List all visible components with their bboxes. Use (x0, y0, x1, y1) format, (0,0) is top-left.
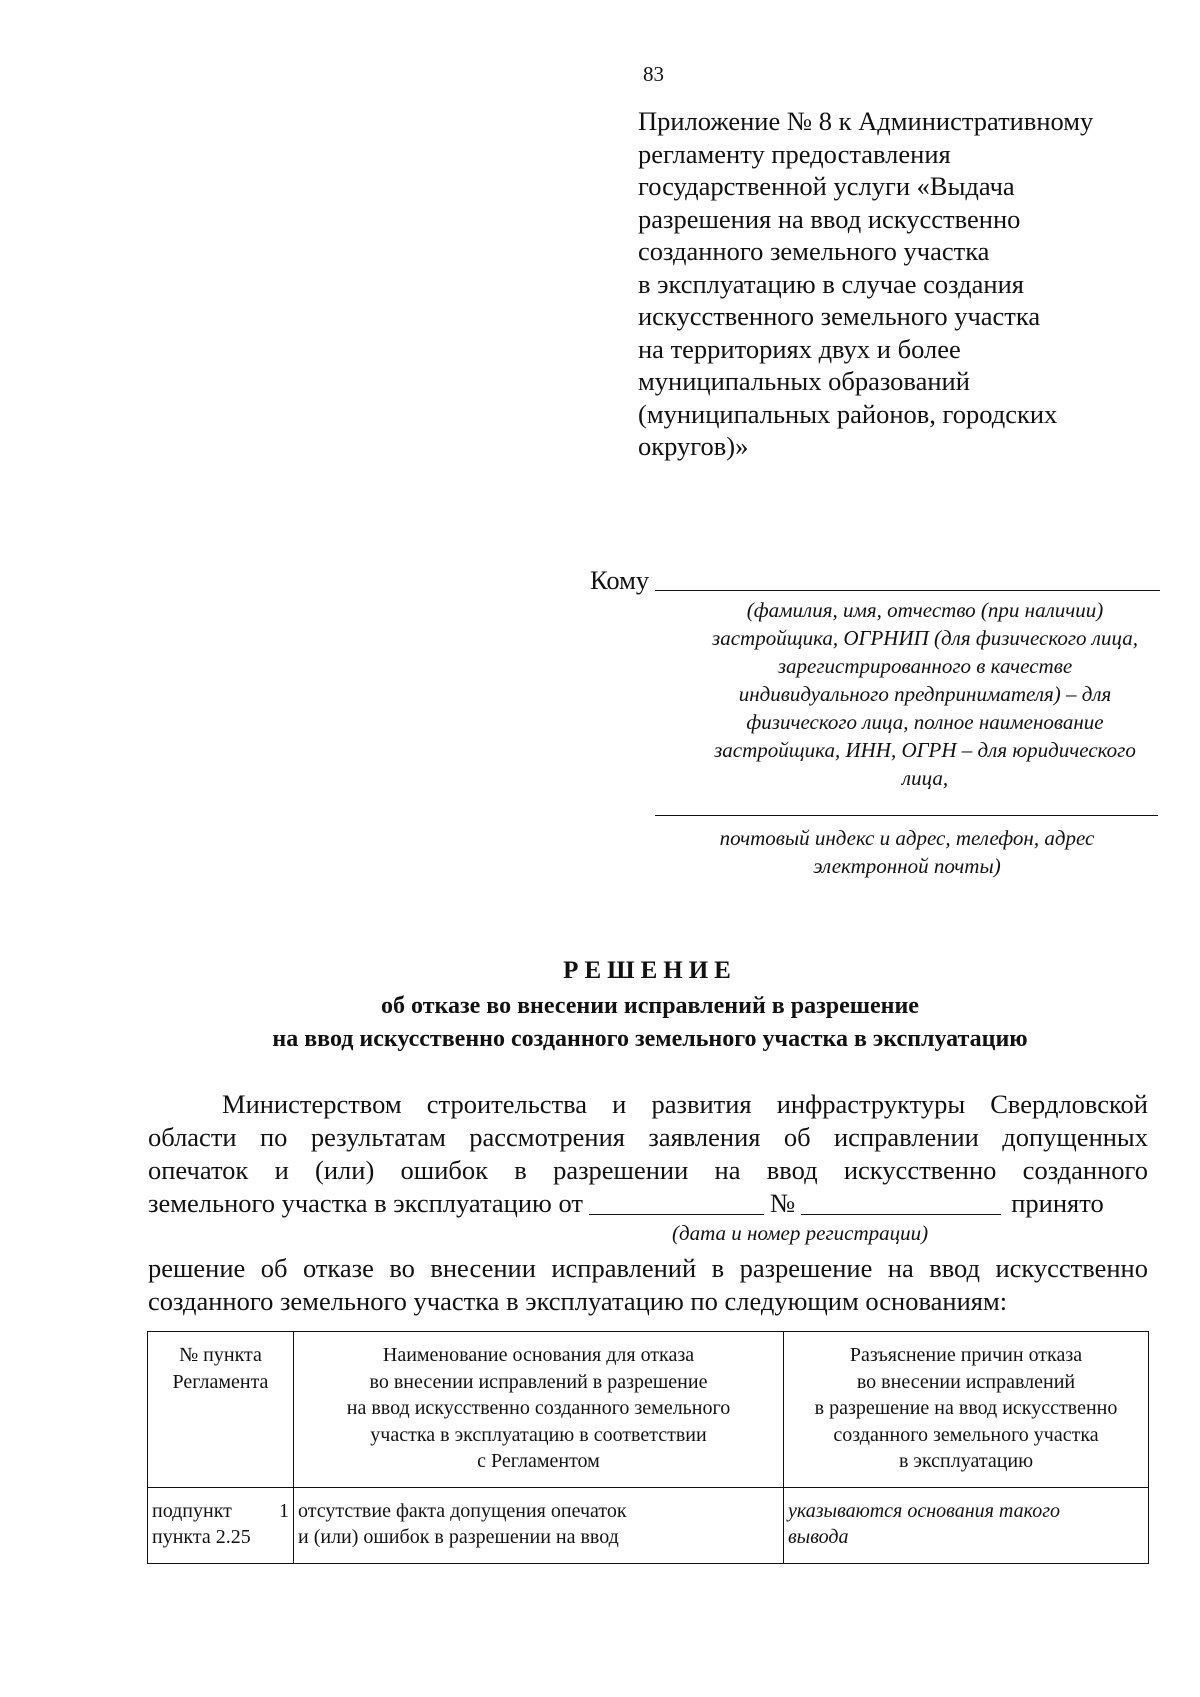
table-header-row (148, 1332, 1149, 1488)
paragraph-line: опечаток и (или) ошибок в разрешении на ввод искусственно созданного (148, 1155, 1148, 1185)
recipient-row (590, 562, 1160, 596)
header-regulation-item (148, 1332, 294, 1488)
header-line: с Регламентом (477, 1450, 600, 1472)
recipient-label: Кому (590, 565, 650, 595)
appendix-header (638, 105, 1138, 463)
hint-line: лица, (901, 766, 949, 790)
header-refusal-explanation (784, 1332, 1149, 1488)
cell-line: пункта 2.25 (152, 1526, 251, 1548)
header-line: во внесении исправлений (856, 1370, 1076, 1393)
appendix-line: округов)» (638, 431, 749, 461)
header-line: созданного земельного участка (833, 1423, 1099, 1446)
date-blank (589, 1192, 764, 1215)
hint-line: (фамилия, имя, отчество (при наличии) (746, 598, 1104, 622)
header-line: Наименование основания для отказа (382, 1344, 695, 1366)
table-row (148, 1487, 1149, 1563)
appendix-line: в эксплуатацию в случае создания (638, 268, 1024, 299)
hint-line: индивидуального предпринимателя) – для (738, 682, 1112, 706)
header-refusal-ground (294, 1332, 784, 1488)
paragraph-text: земельного участка в эксплуатацию от (148, 1188, 583, 1218)
appendix-line: разрешения на ввод искусственно (638, 203, 1021, 234)
document-subtitle-line-1: об отказе во внесении исправлений в разрешение (381, 993, 919, 1019)
appendix-line: созданного земельного участка (638, 236, 990, 266)
recipient-hint (650, 596, 1200, 792)
paragraph-line: Министерством строительства и развития инфраструктуры Свердловской (222, 1089, 1148, 1119)
hint-line: зарегистрированного в качестве (777, 654, 1073, 678)
cell-line: и (или) ошибок в разрешении на ввод (298, 1526, 619, 1548)
header-line: во внесении исправлений в разрешение (369, 1370, 708, 1393)
paragraph-text: принято (1011, 1188, 1104, 1218)
document-title: РЕШЕНИЕ (563, 957, 737, 984)
decision-paragraph (148, 1088, 1148, 1220)
hint-line: застройщика, ОГРНИП (для физического лица, (712, 626, 1138, 650)
cell-line (152, 1498, 289, 1525)
page-number: 83 (643, 62, 664, 86)
recipient-block (590, 562, 1160, 880)
paragraph-line: решение об отказе во внесении исправлений в разрешение на ввод искусственно (148, 1253, 1148, 1283)
number-sign: № (769, 1188, 796, 1218)
address-hint (657, 824, 1157, 880)
hint-line: электронной почты) (813, 854, 1001, 878)
header-line: на ввод искусственно созданного земельного (346, 1397, 731, 1419)
cell-text: подпункт (152, 1499, 232, 1522)
appendix-line: искусственного земельного участка (638, 301, 1041, 331)
header-line: Разъяснение причин отказа (849, 1344, 1083, 1366)
decision-paragraph-continued (148, 1252, 1148, 1318)
appendix-line: Приложение № 8 к Административному (638, 106, 1094, 136)
hint-line: застройщика, ИНН, ОГРН – для юридического (714, 738, 1136, 762)
header-line: в эксплуатацию (898, 1450, 1034, 1472)
reasons-table (147, 1331, 1149, 1564)
registration-line (148, 1187, 1148, 1220)
header-line: в разрешение на ввод искусственно (814, 1397, 1118, 1419)
registration-hint: (дата и номер регистрации) (672, 1221, 929, 1245)
appendix-line: регламенту предоставления (638, 138, 951, 169)
cell-refusal-explanation (784, 1487, 1149, 1563)
document-subtitle-line-2: на ввод искусственно созданного земельного участка в эксплуатацию (272, 1026, 1028, 1052)
cell-line: указываются основания такого (788, 1499, 1060, 1522)
paragraph-line: созданного земельного участка в эксплуатацию по следующим основаниям: (148, 1286, 1008, 1316)
appendix-line: (муниципальных районов, городских (638, 398, 1058, 429)
header-line: Регламента (172, 1370, 269, 1393)
number-blank (801, 1192, 1001, 1215)
hint-line: почтовый индекс и адрес, телефон, адрес (719, 826, 1095, 850)
paragraph-line: области по результатам рассмотрения заявления об исправлении допущенных (148, 1122, 1148, 1152)
header-line: участка в эксплуатацию в соответствии (370, 1423, 707, 1446)
cell-text: 1 (279, 1499, 289, 1522)
address-blank-line (655, 815, 1158, 816)
hint-line: физического лица, полное наименование (746, 710, 1104, 734)
appendix-line: муниципальных образований (638, 366, 970, 396)
recipient-blank-line (655, 566, 1160, 591)
header-line: № пункта (179, 1344, 262, 1366)
cell-regulation-item (148, 1487, 294, 1563)
appendix-line: государственной услуги «Выдача (638, 171, 1015, 201)
cell-line: вывода (788, 1526, 849, 1548)
cell-refusal-ground (294, 1487, 784, 1563)
cell-line: отсутствие факта допущения опечаток (298, 1499, 627, 1522)
appendix-line: на территориях двух и более (638, 333, 961, 364)
